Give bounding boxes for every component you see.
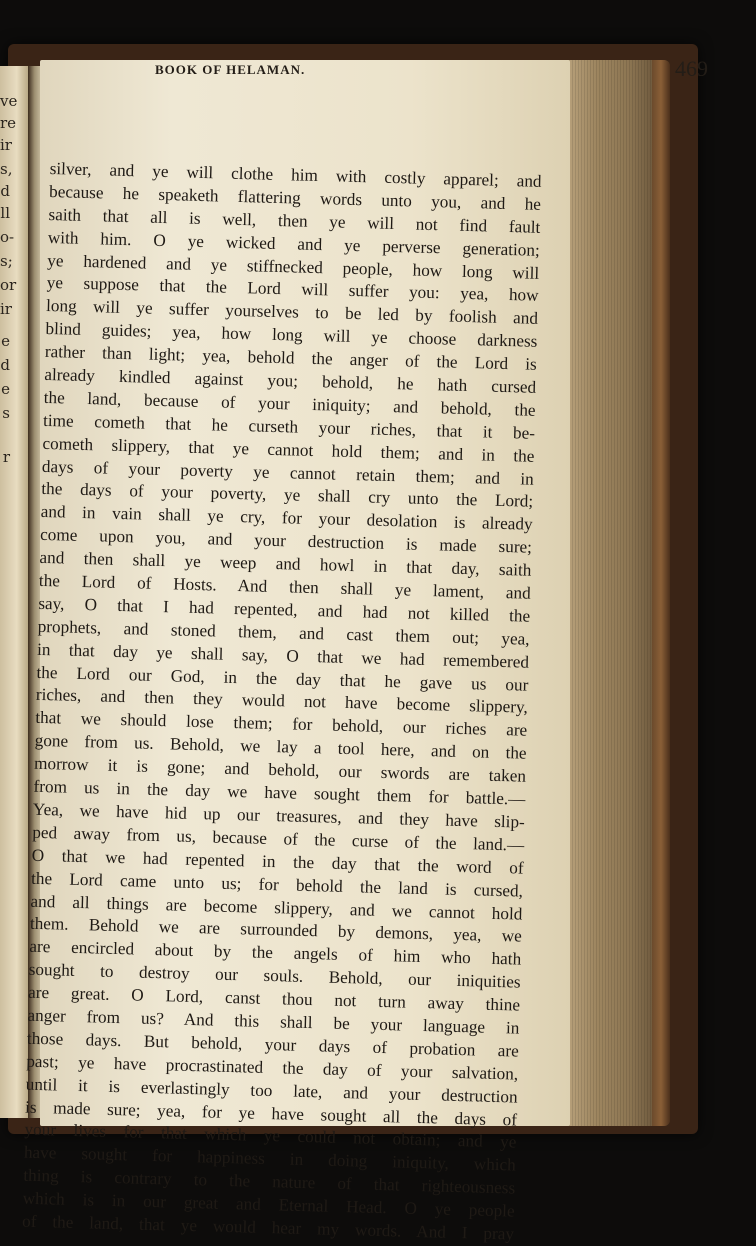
page-block-edges xyxy=(566,60,670,1126)
text-line: already kindled against you; behold, he hath cursed xyxy=(44,364,537,397)
text-line: in that day ye shall say, O that we had remembered xyxy=(36,639,530,672)
text-line: silver, and ye will clothe him with costly apparel; and xyxy=(49,158,542,191)
text-line: have sought for happiness in doing iniquity, which xyxy=(23,1142,517,1175)
text-line: ye suppose that the Lord will suffer you: yea, how xyxy=(46,273,539,306)
text-line: the Lord came unto us; for behold the land is cursed, xyxy=(30,868,524,901)
text-line: them. Behold we are surrounded by demons, yea, we xyxy=(29,914,523,947)
text-line: are encircled about by the angels of him who hath xyxy=(29,937,522,969)
text-line: and in vain shall ye cry, for your desolation is already xyxy=(40,502,533,535)
text-line: rather than light; yea, behold the anger of the Lord is xyxy=(44,342,538,374)
left-page-fragment: or xyxy=(0,276,17,294)
text-line: the land, because of your iniquity; and behold, the xyxy=(43,387,536,420)
text-line: riches, and then they would not have become slippery, xyxy=(35,685,529,718)
text-line: ped away from us, because of the curse of the land.— xyxy=(32,822,525,855)
text-line: from us in the day we have sought them for battle.— xyxy=(33,776,526,809)
left-page-fragment: s, xyxy=(0,160,13,178)
left-page-fragment: o- xyxy=(0,228,15,246)
text-line: time cometh that he curseth your riches, that it be- xyxy=(42,410,536,443)
running-head: BOOK OF HELAMAN. xyxy=(155,62,306,77)
page-number: 469 xyxy=(675,56,708,81)
left-page-fragment: e xyxy=(1,332,10,350)
text-line: days of your poverty ye cannot retain them; and in xyxy=(41,456,535,489)
text-line: the Lord our God, in the day that he gave us our xyxy=(36,662,529,695)
text-line: and all things are become slippery, and we cannot hold xyxy=(30,891,523,924)
text-line: that we should lose them; for behold, our riches are xyxy=(35,708,528,741)
left-page-fragment: s; xyxy=(0,252,13,270)
left-page-fragment: s xyxy=(2,404,10,422)
left-page-fragment: ir xyxy=(0,300,12,318)
left-page-fragment: ve xyxy=(0,92,18,110)
text-line: your lives for that which ye could not obtain; and ye xyxy=(24,1120,517,1152)
text-line: those days. But behold, your days of probation are xyxy=(26,1028,520,1061)
text-line: O that we had repented in the day that the word of xyxy=(31,845,524,878)
text-line: are great. O Lord, canst thou not turn away thine xyxy=(27,982,521,1015)
text-line: with him. O ye wicked and ye perverse generation; xyxy=(47,227,541,260)
text-line: blind guides; yea, how long will ye choose darkness xyxy=(45,319,538,352)
right-page xyxy=(21,60,570,1244)
left-page-fragment: e xyxy=(1,380,10,398)
left-page-fragment: ir xyxy=(0,136,12,154)
text-line: ye hardened and ye stiffnecked people, how long will xyxy=(47,250,540,283)
text-line: of the land, that ye would hear my words. And I pray xyxy=(21,1211,515,1244)
left-page-fragment: re xyxy=(0,114,17,132)
page-body-text xyxy=(22,158,542,1246)
left-page-fragment: d xyxy=(0,182,10,200)
text-line: gone from us. Behold, we lay a tool here, and on the xyxy=(34,731,527,763)
text-line: the days of your poverty, ye shall cry unto the Lord; xyxy=(41,479,534,512)
text-line: cometh slippery, that ye cannot hold them; and in the xyxy=(42,433,535,466)
left-page-edge xyxy=(0,66,30,1118)
text-line: Yea, we have hid up our treasures, and they have slip- xyxy=(32,799,526,832)
text-line: morrow it is gone; and behold, our swords are taken xyxy=(33,753,527,786)
text-line: is made sure; yea, for ye have sought all the days of xyxy=(24,1097,518,1130)
text-line: anger from us? And this shall be your language in xyxy=(27,1005,520,1038)
text-line: come upon you, and your destruction is made sure; xyxy=(39,525,533,557)
left-page-fragment: d xyxy=(0,356,10,374)
text-line: past; ye have procrastinated the day of your salvation, xyxy=(26,1051,519,1084)
text-line: prophets, and stoned them, and cast them out; yea, xyxy=(37,616,530,649)
text-line: because he speaketh flattering words unto you, and he xyxy=(48,181,542,214)
text-line: saith that all is well, then ye will not find fault xyxy=(48,204,541,237)
text-line: which is in our great and Eternal Head. O ye people xyxy=(22,1188,515,1221)
text-line: the Lord of Hosts. And then shall ye lament, and xyxy=(38,570,532,603)
left-page-fragment: r xyxy=(2,448,10,466)
text-line: thing is contrary to the nature of that righteousness xyxy=(23,1165,516,1198)
text-line: sought to destroy our souls. Behold, our iniquities xyxy=(28,959,521,992)
text-line: and then shall ye weep and howl in that day, saith xyxy=(39,548,532,580)
text-line: say, O that I had repented, and had not killed the xyxy=(38,593,531,626)
left-page-fragment: ll xyxy=(0,204,10,222)
text-line: until it is everlastingly too late, and your destruction xyxy=(25,1074,518,1107)
text-line: long will ye suffer yourselves to be led by foolish and xyxy=(45,296,539,329)
